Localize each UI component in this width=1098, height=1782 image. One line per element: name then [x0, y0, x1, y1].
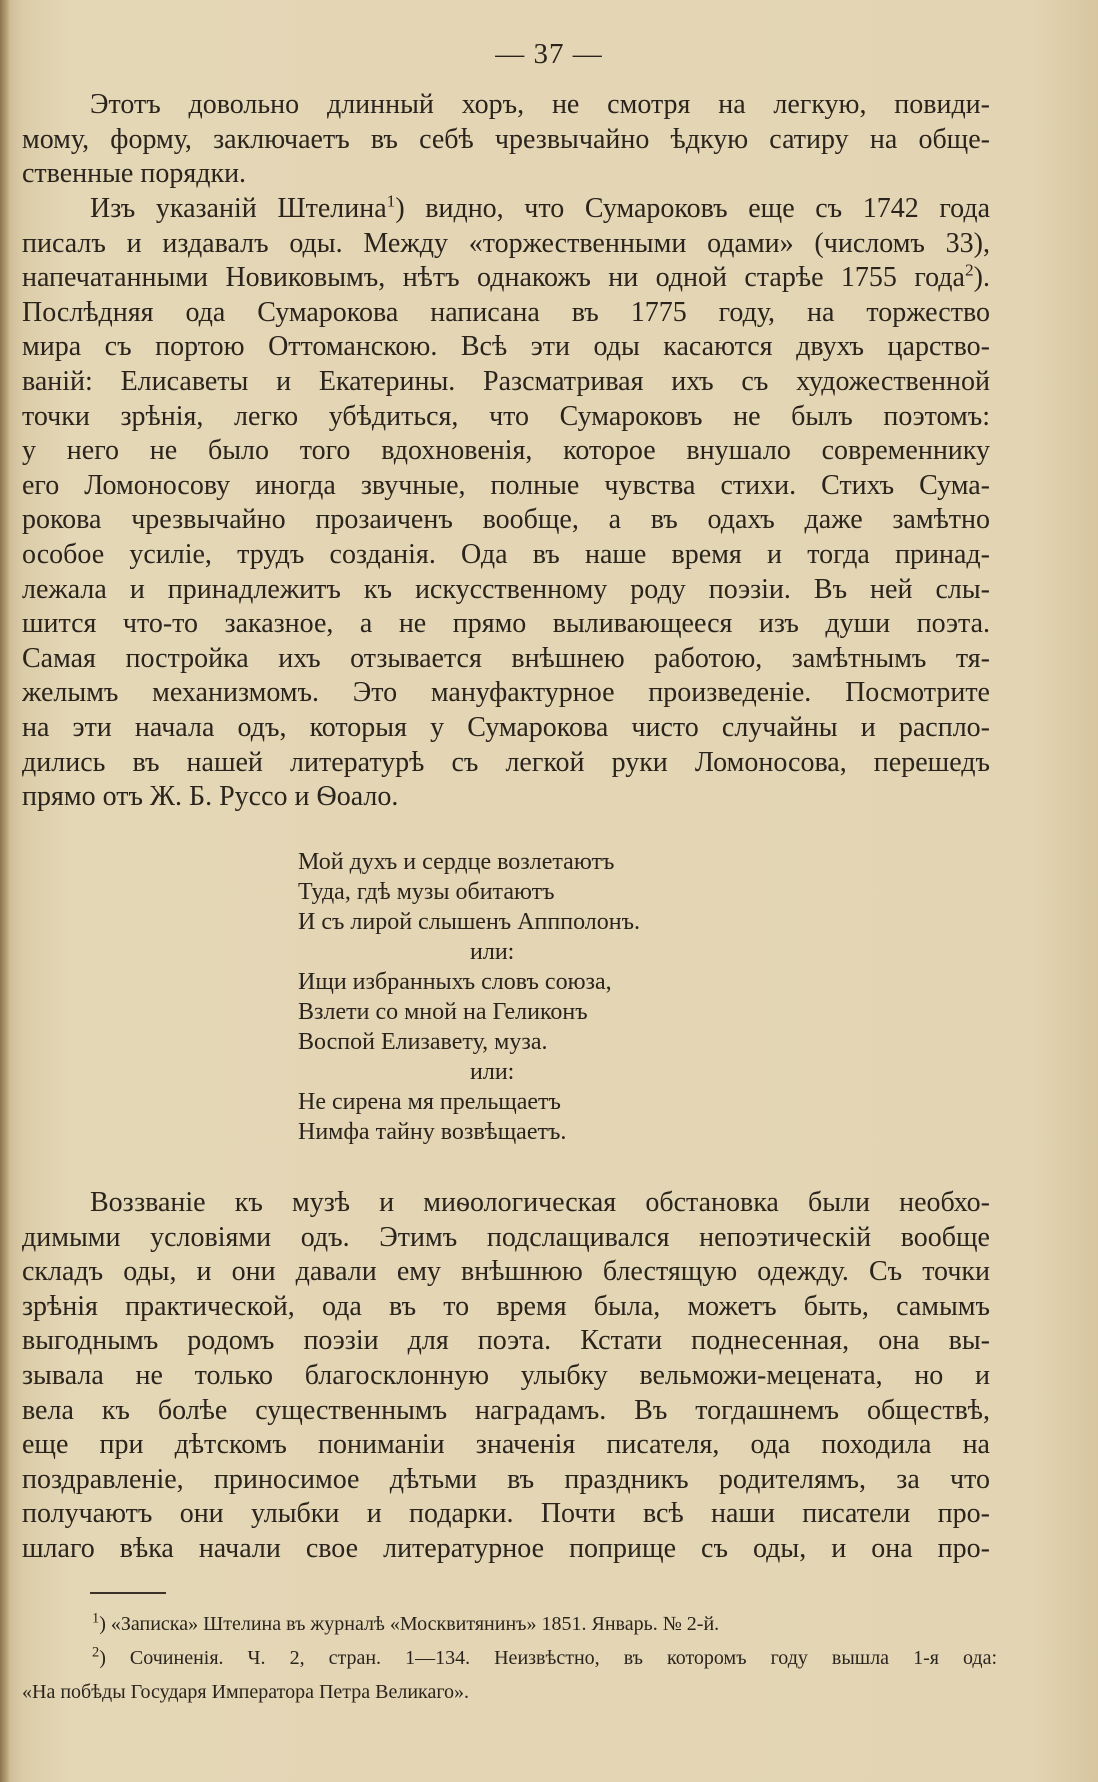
verse-line: Мой духъ и сердце возлетаютъ	[298, 849, 615, 875]
verse-line: Туда, гдѣ музы обитаютъ	[298, 879, 555, 905]
footnote-1: $^1$) «Записка» Штелина въ журналѣ «Москвитянинъ» 1851. Январь. № 2-й.	[92, 1610, 720, 1635]
verse-separator: или:	[470, 1059, 515, 1085]
paragraph-1	[22, 88, 990, 192]
text-line: Самая постройка ихъ отзывается внѣшнею работою, замѣтнымъ тя-	[22, 642, 990, 674]
text-fragment: напечатанными Новиковымъ, нѣтъ однакожъ ни одной старѣе 1755 года	[22, 262, 965, 294]
text-line: Этотъ довольно длинный хоръ, не смотря на легкую, повиди-	[90, 89, 990, 120]
verse-line: Нимфа тайну возвѣщаетъ.	[298, 1119, 567, 1145]
text-line: Послѣдняя ода Сумарокова написана въ 1775 году, на торжество	[22, 296, 990, 328]
footnotes	[22, 1607, 997, 1709]
text-fragment: ).	[973, 262, 990, 294]
footnote-text: Сочиненія. Ч. 2, стран. 1—134. Неизвѣстно, въ которомъ году вышла 1-я ода:	[129, 1647, 997, 1669]
text-line: шлаго вѣка начали свое литературное поприще съ оды, и она про-	[22, 1532, 990, 1564]
text-line: прямо отъ Ж. Б. Руссо и Ѳоало.	[22, 781, 399, 813]
page-binding-edge	[0, 0, 10, 1782]
verse-line: И съ лирой слышенъ Аппполонъ.	[298, 909, 640, 935]
text-line: особое усиліе, трудъ созданія. Ода въ наше время и тогда принад-	[22, 538, 990, 570]
text-fragment: ) видно, что Сумароковъ еще съ 1742 года	[395, 193, 990, 224]
verse-line: Ищи избранныхъ словъ союза,	[298, 969, 612, 995]
footnote-divider	[90, 1592, 166, 1594]
text-line: вела къ болѣе существеннымъ наградамъ. Въ тогдашнемъ обществѣ,	[22, 1394, 990, 1426]
text-line: дились въ нашей литературѣ съ легкой руки Ломоносова, перешедъ	[22, 746, 990, 778]
text-line: Воззваніе къ музѣ и миѳологическая обстановка были необхо-	[90, 1187, 990, 1218]
text-line: ваній: Елисаветы и Екатерины. Разсматривая ихъ съ художественной	[22, 365, 990, 397]
text-line: желымъ механизмомъ. Это мануфактурное произведеніе. Посмотрите	[22, 677, 990, 709]
footnote-2: $^2$) Сочиненія. Ч. 2, стран. 1—134. Неизвѣстно, въ которомъ году вышла 1-я ода:	[92, 1644, 997, 1669]
text-line	[22, 192, 990, 227]
text-line: мира съ портою Оттоманскою. Всѣ эти оды касаются двухъ царство-	[22, 331, 990, 363]
text-line: получаютъ они улыбки и подарки. Почти всѣ наши писатели про-	[22, 1498, 990, 1530]
verse-quotation	[298, 847, 798, 1147]
paragraph-3	[22, 1186, 990, 1567]
text-line: еще при дѣтскомъ пониманіи значенія писателя, ода походила на	[22, 1429, 990, 1461]
text-line: складъ оды, и они давали ему внѣшнюю блестящую одежду. Съ точки	[22, 1256, 990, 1288]
text-line: писалъ и издавалъ оды. Между «торжественными одами» (числомъ 33),	[22, 227, 990, 259]
text-line: зрѣнія практической, ода въ то время была, можетъ быть, самымъ	[22, 1290, 990, 1322]
text-fragment: Изъ указаній Штелина	[90, 193, 387, 224]
verse-line: Не сирена мя прельщаетъ	[298, 1089, 561, 1115]
text-line: шится что-то заказное, а не прямо выливающееся изъ души поэта.	[22, 608, 990, 640]
verse-line: Взлети со мной на Геликонъ	[298, 999, 588, 1025]
text-line	[22, 261, 990, 296]
text-line: зывала не только благосклонную улыбку вельможи-мецената, но и	[22, 1359, 990, 1391]
page-number: — 37 —	[495, 38, 603, 70]
text-line: ственные порядки.	[22, 158, 247, 190]
footnote-ref-2: 2	[964, 261, 974, 280]
text-line: его Ломоносову иногда звучные, полные чувства стихи. Стихъ Сума-	[22, 469, 990, 501]
footnote-text: «Записка» Штелина въ журналѣ «Москвитянинъ» 1851. Январь. № 2-й.	[110, 1613, 720, 1635]
footnote-2-continuation: «На побѣды Государя Императора Петра Великаго».	[22, 1681, 470, 1703]
text-line: лежала и принадлежитъ къ искусственному роду поэзіи. Въ ней слы-	[22, 573, 990, 605]
text-line: мому, форму, заключаетъ въ себѣ чрезвычайно ѣдкую сатиру на обще-	[22, 123, 990, 155]
text-line: рокова чрезвычайно прозаиченъ вообще, а въ одахъ даже замѣтно	[22, 504, 990, 536]
paragraph-2	[22, 192, 990, 815]
verse-line: Воспой Елизавету, муза.	[298, 1029, 548, 1055]
footnote-ref-1: 1	[386, 192, 396, 211]
text-line: у него не было того вдохновенія, которое внушало современнику	[22, 435, 990, 467]
text-line: поздравленіе, приносимое дѣтьми въ праздникъ родителямъ, за что	[22, 1463, 990, 1495]
text-line: димыми условіями одъ. Этимъ подслащивался непоэтическій вообще	[22, 1221, 990, 1253]
footnote-marker: 1	[92, 1610, 100, 1627]
text-line: на эти начала одъ, которыя у Сумарокова чисто случайны и распло-	[22, 711, 990, 743]
verse-separator: или:	[470, 939, 515, 965]
footnote-marker: 2	[92, 1644, 100, 1661]
text-line: точки зрѣнія, легко убѣдиться, что Сумароковъ не былъ поэтомъ:	[22, 400, 990, 432]
text-line: выгоднымъ родомъ поэзіи для поэта. Кстати поднесенная, она вы-	[22, 1325, 990, 1357]
